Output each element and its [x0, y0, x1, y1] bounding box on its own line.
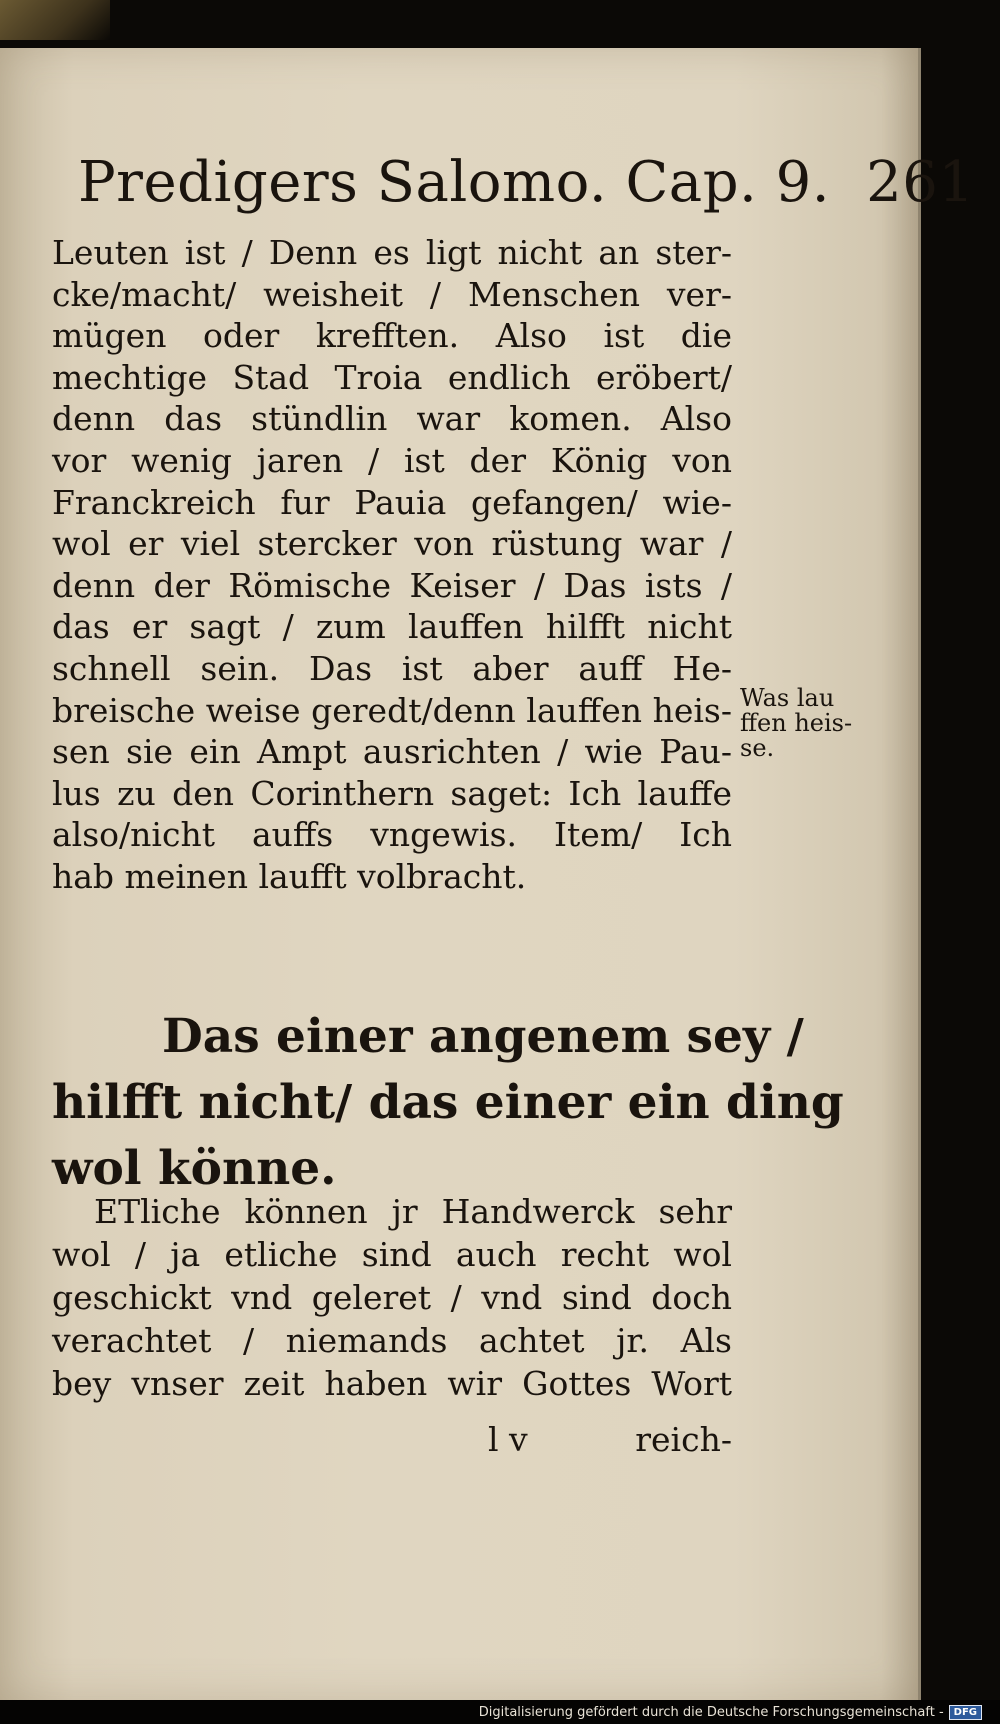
text-line: geschickt vnd geleret / vnd sind doch: [52, 1278, 732, 1317]
text-line: also/nicht auffs vngewis. Item/ Ich: [52, 815, 732, 855]
signature-mark: l v: [488, 1420, 528, 1459]
text-line: Franckreich fur Pauia gefangen/ wie-: [52, 482, 732, 522]
text-line: mügen oder krefften. Also ist die: [52, 316, 732, 356]
marginal-note-line: ffen heis-: [740, 709, 853, 737]
running-head-title: Predigers Salomo. Cap. 9.: [78, 150, 831, 215]
marginal-note: [740, 686, 870, 761]
text-line: wol er viel stercker von rüstung war /: [52, 524, 732, 564]
text-line: ETliche können jr Handwerck sehr: [94, 1192, 732, 1231]
text-line: wol / ja etliche sind auch recht wol: [52, 1235, 732, 1274]
text-line: schnell sein. Das ist aber auff He-: [52, 648, 732, 688]
marginal-note-line: se.: [740, 734, 775, 762]
marginal-note-line: Was lau: [740, 684, 835, 712]
text-line: cke/macht/ weisheit / Menschen ver-: [52, 274, 732, 314]
binding-corner: [0, 0, 110, 40]
section-heading: [52, 1004, 844, 1202]
credit-text: Digitalisierung gefördert durch die Deutsche Forschungsgemeinschaft -: [478, 1704, 944, 1720]
page-foot-line: [52, 1420, 732, 1470]
page-number: 261: [866, 150, 975, 215]
text-line: breische weise geredt/denn lauffen heis-: [52, 690, 732, 730]
digitization-credit: [0, 1700, 1000, 1724]
text-line: bey vnser zeit haben wir Gottes Wort: [52, 1364, 732, 1403]
body-paragraph-2: [52, 1190, 732, 1405]
text-line: denn der Römische Keiser / Das ists /: [52, 565, 732, 605]
dfg-logo: DFG: [949, 1705, 982, 1720]
text-line: das er sagt / zum lauffen hilfft nicht: [52, 607, 732, 647]
text-line: denn das stündlin war komen. Also: [52, 399, 732, 439]
heading-line: hilfft nicht/ das einer ein ding: [52, 1075, 844, 1130]
text-line: Leuten ist / Denn es ligt nicht an ster-: [52, 233, 732, 272]
text-line: sen sie ein Ampt ausrichten / wie Pau-: [52, 732, 732, 772]
text-line: verachtet / niemands achtet jr. Als: [52, 1321, 732, 1360]
running-head: [78, 150, 975, 230]
text-line: lus zu den Corinthern saget: Ich lauffe: [52, 773, 732, 813]
body-paragraph-1: [52, 232, 732, 898]
catchword: reich-: [635, 1420, 732, 1459]
text-line: mechtige Stad Troia endlich eröbert/: [52, 357, 732, 397]
text-line: hab meinen laufft volbracht.: [52, 856, 527, 896]
text-line: vor wenig jaren / ist der König von: [52, 440, 732, 480]
heading-line: wol könne.: [52, 1141, 337, 1196]
heading-line: Das einer angenem sey /: [162, 1009, 804, 1064]
